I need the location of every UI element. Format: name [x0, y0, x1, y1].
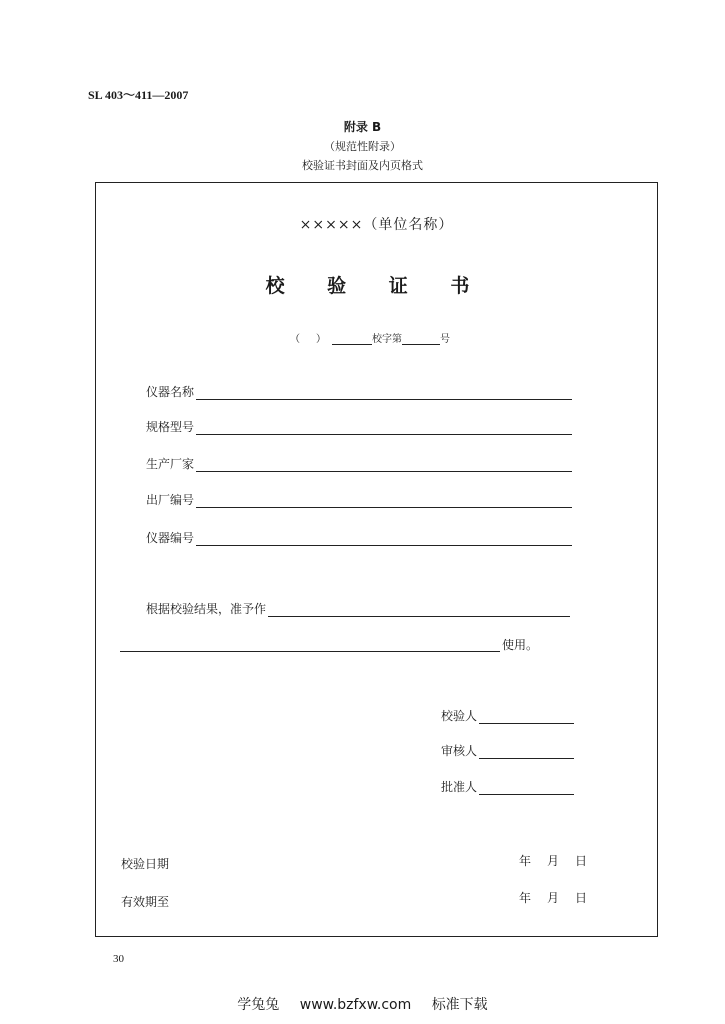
- signature-approver: [441, 778, 574, 795]
- date-inspection-label: 校验日期: [121, 857, 170, 871]
- signature-blank[interactable]: [479, 744, 574, 759]
- conclusion-blank-continued[interactable]: [120, 651, 500, 652]
- field-instrument-number: [146, 529, 572, 546]
- standard-code: SL 403～411—2007: [88, 88, 189, 102]
- date-year: 年: [519, 891, 532, 905]
- number-serial-blank[interactable]: [402, 333, 440, 345]
- appendix-caption: 校验证书封面及内页格式: [302, 159, 423, 172]
- field-blank[interactable]: [196, 420, 572, 435]
- field-label: 仪器编号: [146, 531, 195, 545]
- number-close-paren: ）: [316, 334, 326, 345]
- field-blank[interactable]: [196, 385, 572, 400]
- unit-name: ×××××（单位名称）: [299, 217, 454, 233]
- footer-tagline: 标准下载: [431, 997, 488, 1013]
- conclusion-suffix: 使用。: [502, 638, 539, 652]
- signature-blank[interactable]: [479, 780, 574, 795]
- date-day: 日: [575, 891, 588, 905]
- conclusion-line: [146, 600, 570, 617]
- signature-inspector: [441, 707, 574, 724]
- number-open-paren: （: [290, 334, 300, 345]
- field-manufacturer: [146, 455, 572, 472]
- field-model: [146, 418, 572, 435]
- field-blank[interactable]: [196, 457, 572, 472]
- number-mid-text: 校字第: [372, 334, 402, 345]
- number-end-text: 号: [440, 334, 450, 345]
- date-day: 日: [575, 854, 588, 868]
- signature-reviewer: [441, 742, 574, 759]
- conclusion-blank[interactable]: [268, 602, 570, 617]
- signature-label: 批准人: [441, 780, 478, 794]
- footer-watermark: [0, 994, 725, 1014]
- date-month: 月: [547, 891, 560, 905]
- conclusion-prefix: 根据校验结果，准予作: [146, 602, 267, 616]
- field-label: 仪器名称: [146, 385, 195, 399]
- field-label: 生产厂家: [146, 457, 195, 471]
- appendix-subtitle: （规范性附录）: [324, 140, 401, 153]
- footer-site-name: 学兔兔: [237, 997, 280, 1013]
- field-instrument-name: [146, 383, 572, 400]
- date-valid-until-label: 有效期至: [121, 895, 170, 909]
- field-label: 规格型号: [146, 420, 195, 434]
- signature-label: 审核人: [441, 744, 478, 758]
- date-valid-until-ymd[interactable]: [519, 889, 587, 906]
- signature-blank[interactable]: [479, 709, 574, 724]
- signature-label: 校验人: [441, 709, 478, 723]
- appendix-title: 附录 B: [343, 120, 382, 134]
- page-number: 30: [113, 953, 124, 965]
- certificate-number-line: [290, 330, 450, 345]
- field-label: 出厂编号: [146, 493, 195, 507]
- field-blank[interactable]: [196, 531, 572, 546]
- footer-url[interactable]: www.bzfxw.com: [299, 997, 412, 1013]
- number-prefix-blank[interactable]: [332, 333, 372, 345]
- date-inspection-ymd[interactable]: [519, 852, 587, 869]
- date-month: 月: [547, 854, 560, 868]
- certificate-title: 校 验 证 书: [265, 275, 488, 297]
- field-blank[interactable]: [196, 493, 572, 508]
- field-serial-number: [146, 491, 572, 508]
- date-year: 年: [519, 854, 532, 868]
